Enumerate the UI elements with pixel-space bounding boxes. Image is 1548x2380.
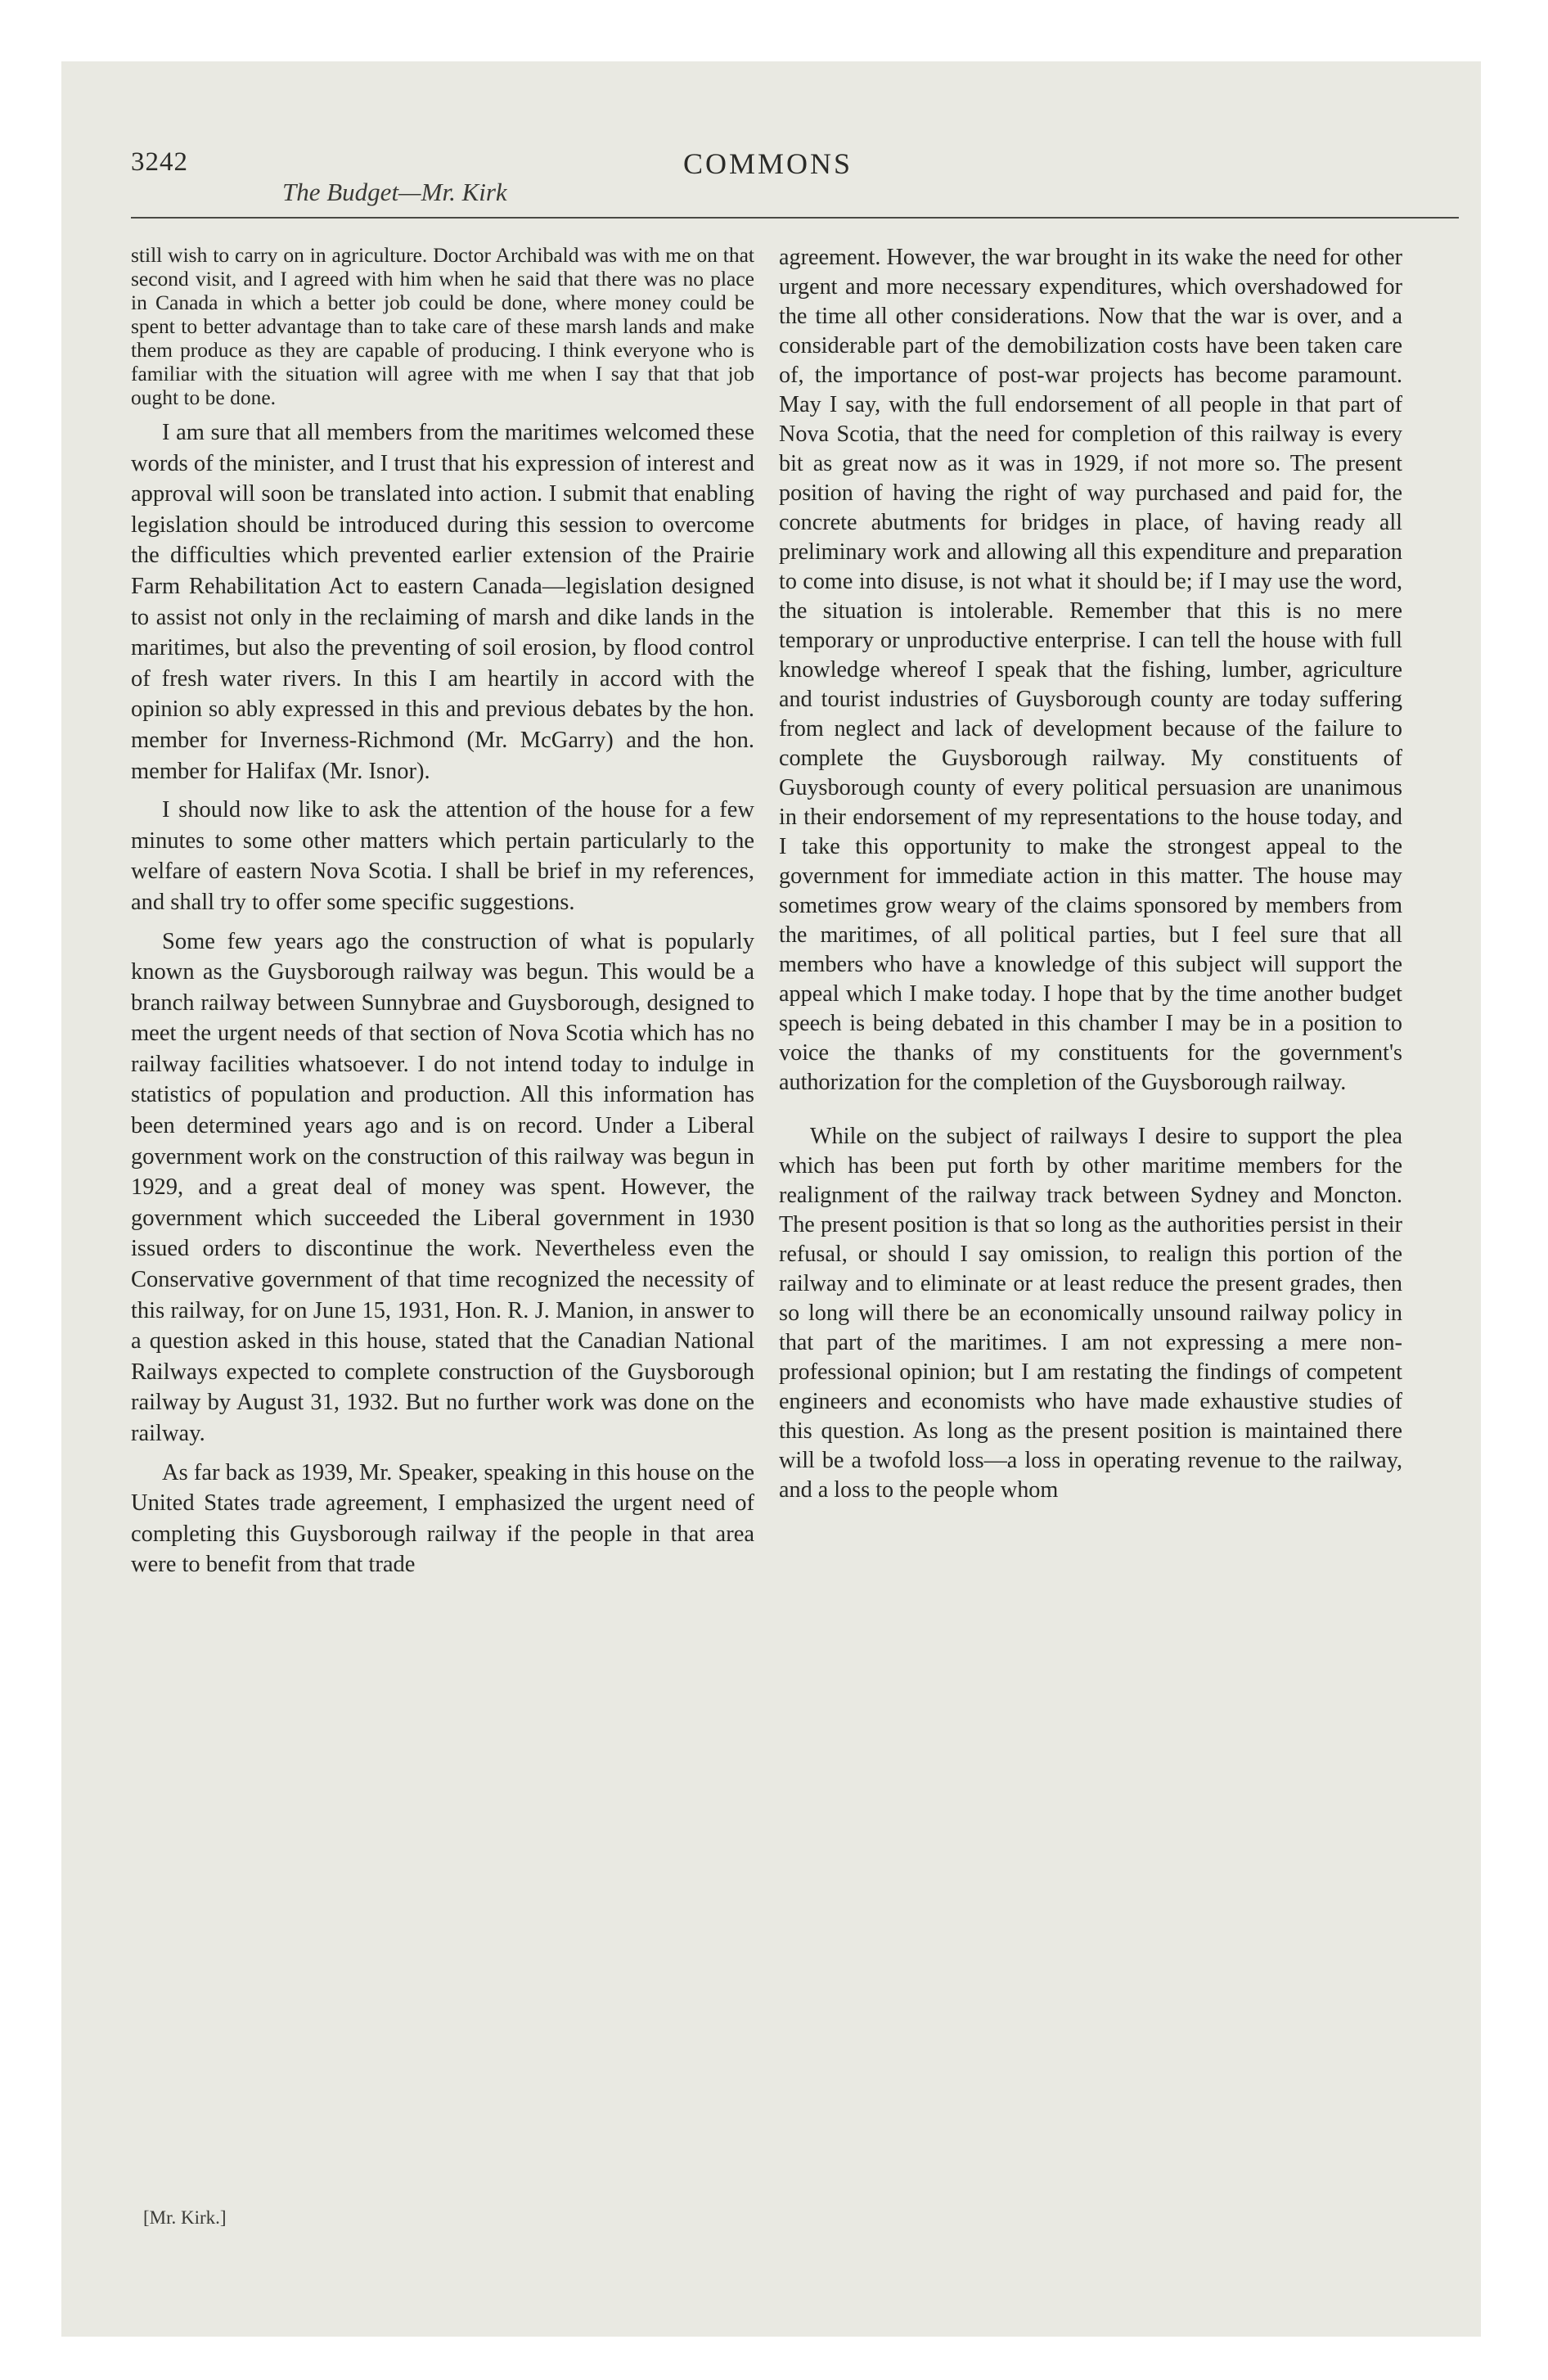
paragraph: agreement. However, the war brought in its wake the need for other urgent and more necessary expenditures, which overshadowed for the time all other considerations. Now that the war is over, and a considerable part of the demobilization costs have been taken care of, the importance of post-war projects has become paramount. May I say, with the full endorsement of all people in that part of Nova Scotia, that the need for completion of this railway is every bit as great now as it was in 1929, if not more so. The present position of having the right of way purchased and paid for, the concrete abutments for bridges in place, of having ready all preliminary work and allowing all this expenditure and preparation to come into disuse, is not what it should be; if I may use the word, the situation is intolerable. Remember that this is no mere temporary or unproductive enterprise. I can tell the house with full knowledge whereof I speak that the fishing, lumber, agriculture and tourist industries of Guysborough county are today suffering from neglect and lack of development because of the failure to complete the Guysborough railway. My constituents of Guysborough county of every political persuasion are unanimous in their endorsement of my representations to the house today, and I take this opportunity to make the strongest appeal to the government for immediate action in this matter. The house may sometimes grow weary of the claims sponsored by members from the maritimes, of all political parties, but I feel sure that all members who have a knowledge of this subject will support the appeal which I make today. I hope that by the time another budget speech is being debated in this chamber I may be in a position to voice the thanks of my constituents for the government's authorization for the completion of the Guysborough railway. xyxy=(779,245,1402,1095)
left-column xyxy=(131,243,754,1580)
paragraph: still wish to carry on in agriculture. Doctor Archibald was with me on that second visit, and I agreed with him when he said that there was no place in Canada in which a better job could be done, where money could be spent to better advantage than to take care of these marsh lands and make them produce as they are capable of producing. I think everyone who is familiar with the situation will agree with me when I say that that job ought to be done. xyxy=(131,243,754,409)
speaker-tag: [Mr. Kirk.] xyxy=(143,2207,227,2228)
right-column xyxy=(779,243,1402,1505)
paragraph: As far back as 1939, Mr. Speaker, speaking in this house on the United States trade agreement, I emphasized the urgent need of completing this Guysborough railway if the people in that area were to benefit from that trade xyxy=(131,1459,754,1578)
chamber-name: COMMONS xyxy=(683,147,853,180)
page-header xyxy=(61,61,1481,250)
hansard-page xyxy=(61,61,1481,2337)
paragraph: Some few years ago the construction of what is popularly known as the Guysborough railway was begun. This would be a branch railway between Sunnybrae and Guysborough, designed to meet the urgent needs of that section of Nova Scotia which has no railway facilities whatsoever. I do not intend today to indulge in statistics of population and production. All this information has been determined years ago and is on record. Under a Liberal government work on the construction of this railway was begun in 1929, and a great deal of money was spent. However, the government which succeeded the Liberal government in 1930 issued orders to discontinue the work. Nevertheless even the Conservative government of that time recognized the necessity of this railway, for on June 15, 1931, Hon. R. J. Manion, in answer to a question asked in this house, stated that the Canadian National Railways expected to complete construction of the Guysborough railway by August 31, 1932. But no further work was done on the railway. xyxy=(131,928,754,1446)
header-divider xyxy=(131,217,1459,219)
paragraph: I should now like to ask the attention of the house for a few minutes to some other matters which pertain particularly to the welfare of eastern Nova Scotia. I shall be brief in my references, and shall try to offer some specific suggestions. xyxy=(131,797,754,915)
page-number: 3242 xyxy=(131,147,188,177)
paragraph: I am sure that all members from the maritimes welcomed these words of the minister, and I trust that his expression of interest and approval will soon be translated into action. I submit that enabling legislation should be introduced during this session to overcome the difficulties which prevented earlier extension of the Prairie Farm Rehabilitation Act to eastern Canada—legislation designed to assist not only in the reclaiming of marsh and dike lands in the maritimes, but also the preventing of soil erosion, by flood control of fresh water rivers. In this I am heartily in accord with the opinion so ably expressed in this and previous debates by the hon. member for Inverness-Richmond (Mr. McGarry) and the hon. member for Halifax (Mr. Isnor). xyxy=(131,420,754,784)
running-title: The Budget—Mr. Kirk xyxy=(282,178,507,206)
paragraph: While on the subject of railways I desire to support the plea which has been put forth by other maritime members for the realignment of the railway track between Sydney and Moncton. The present position is that so long as the authorities persist in their refusal, or should I say omission, to realign this portion of the railway and to eliminate or at least reduce the present grades, then so long will there be an economically unsound railway policy in that part of the maritimes. I am not expressing a mere non-professional opinion; but I am restating the findings of competent engineers and economists who have made exhaustive studies of this question. As long as the present position is maintained there will be a twofold loss—a loss in operating revenue to the railway, and a loss to the people whom xyxy=(779,1124,1402,1503)
